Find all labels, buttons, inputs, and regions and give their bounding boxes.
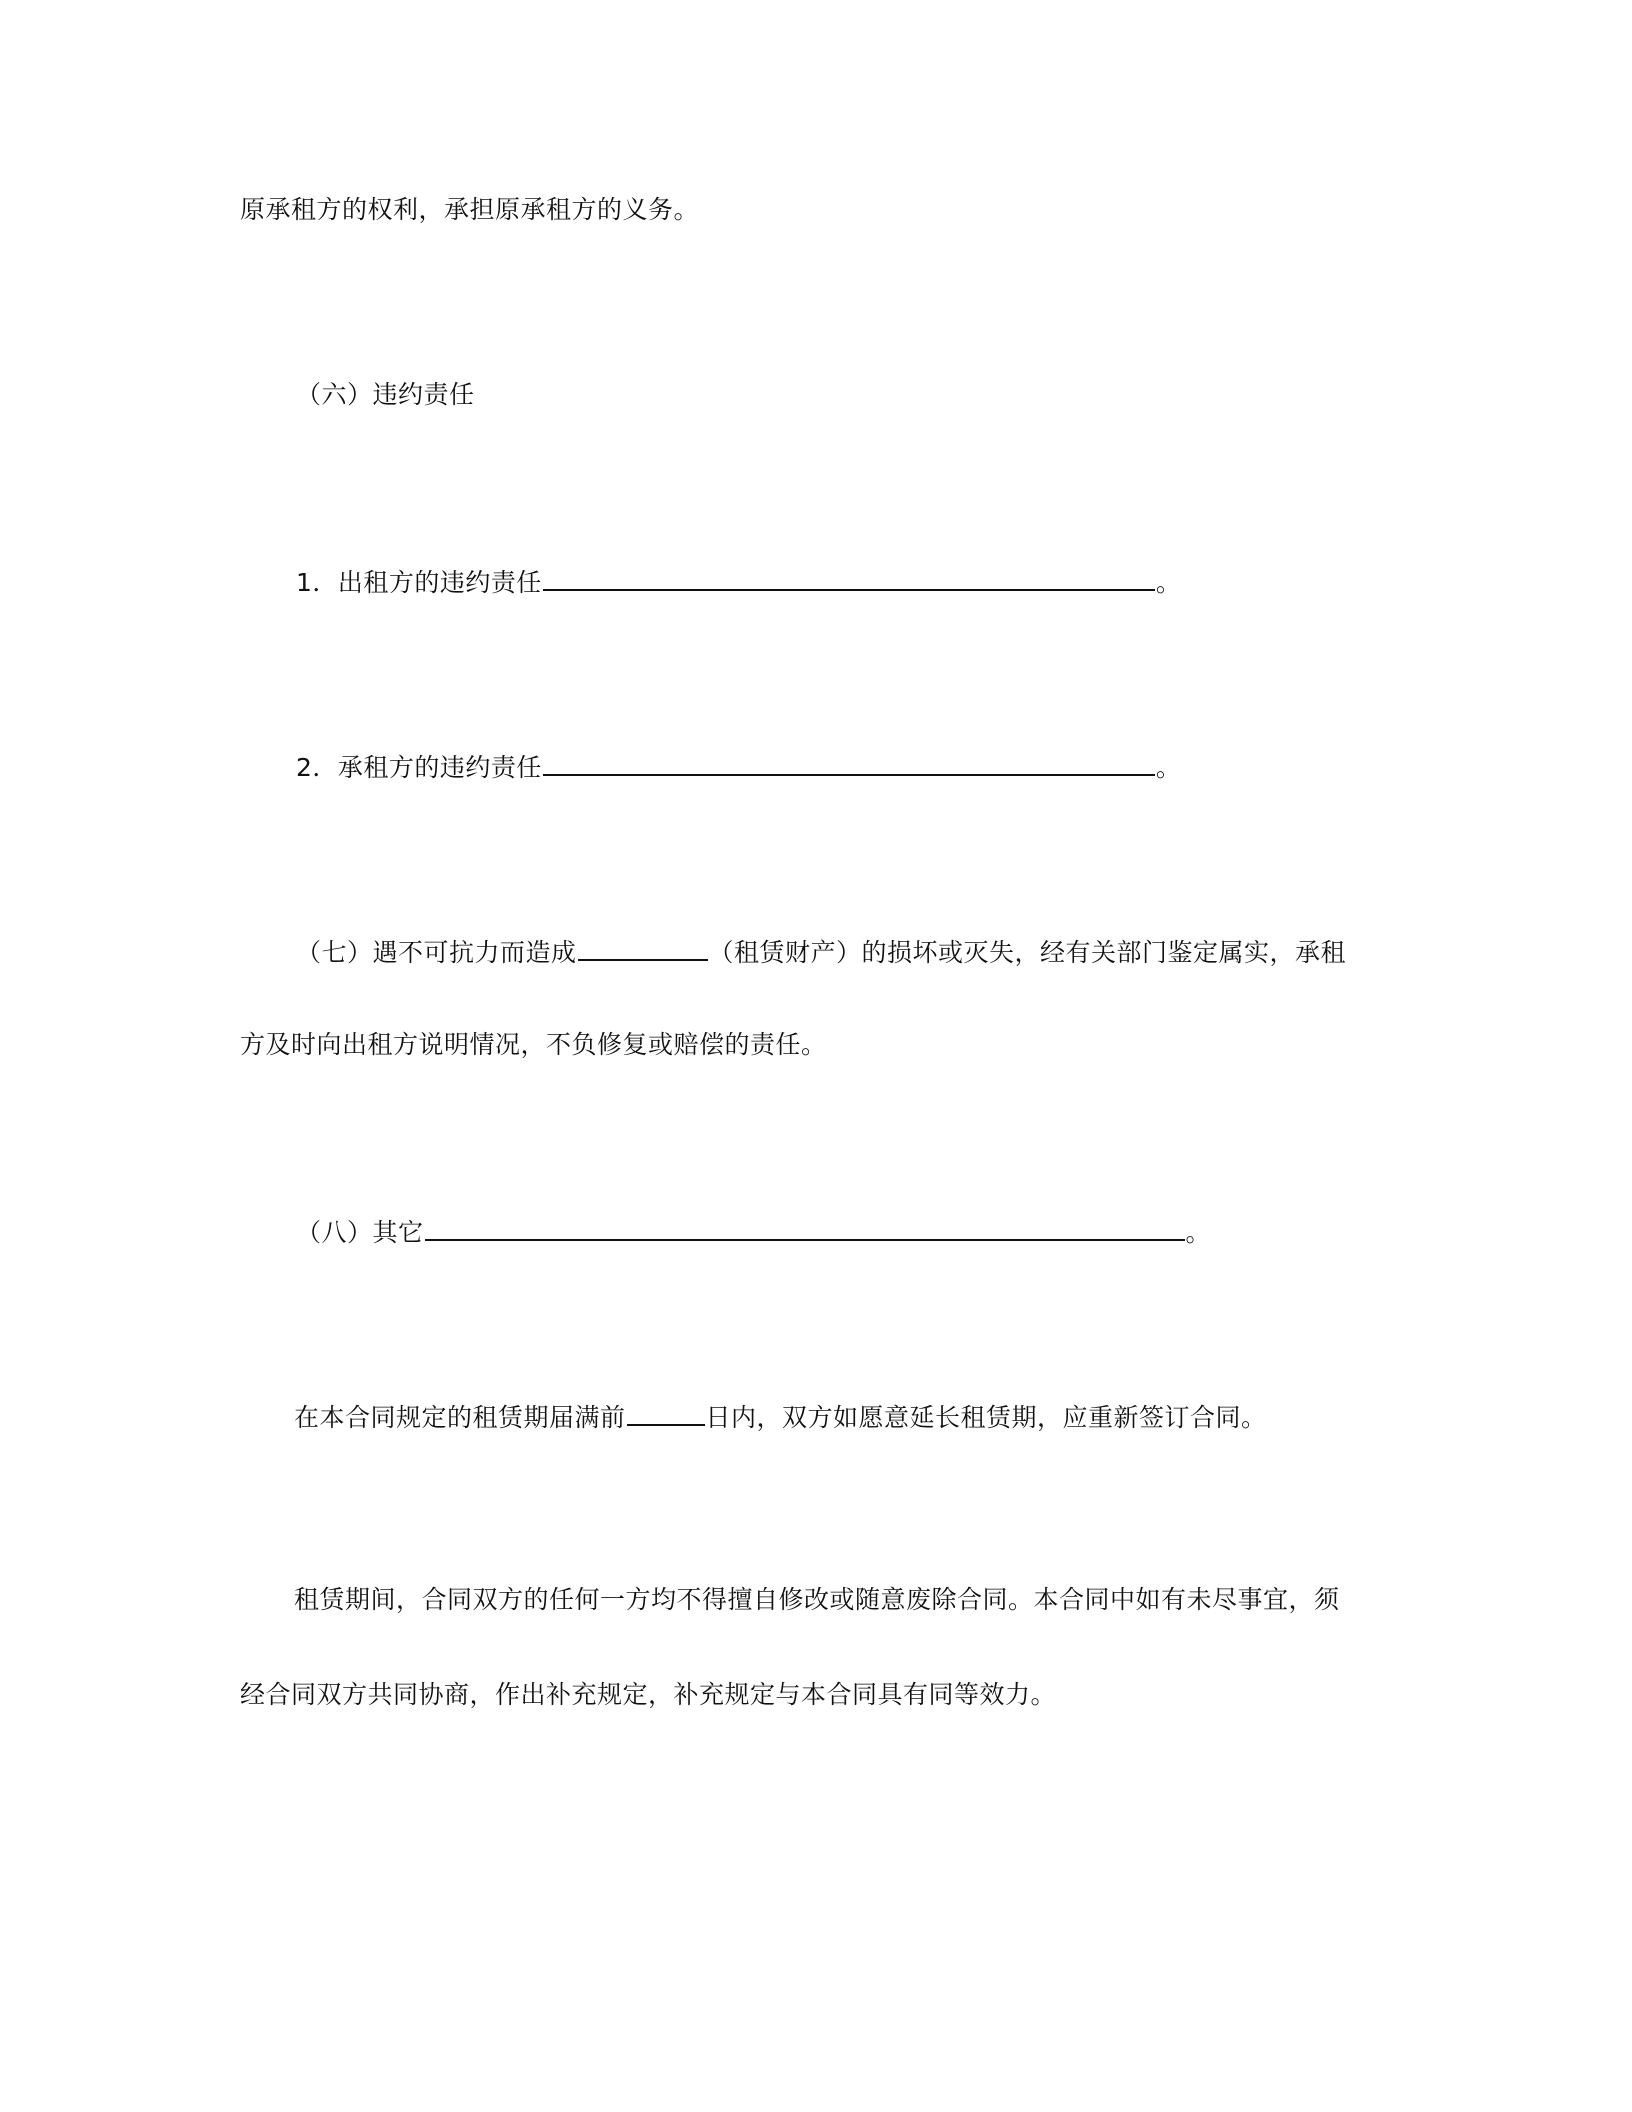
- section-heading-breach: [296, 378, 475, 412]
- clause-lessor-breach: [296, 563, 1181, 600]
- clause-text: （七）遇不可抗力而造成: [296, 938, 577, 967]
- clause-end-punct: 。: [1185, 1218, 1212, 1247]
- section-force-majeure-continuation: [240, 1028, 827, 1062]
- section-force-majeure: [296, 933, 1346, 970]
- clause-text: 在本合同规定的租赁期届满前: [294, 1403, 626, 1432]
- paragraph-amendment-continuation: [240, 1678, 1056, 1712]
- heading-text: （六）违约责任: [296, 380, 475, 409]
- fill-in-blank[interactable]: [578, 933, 708, 961]
- paragraph-text: 经合同双方共同协商，作出补充规定，补充规定与本合同具有同等效力。: [240, 1680, 1057, 1709]
- paragraph-amendment: [294, 1583, 1340, 1617]
- clause-text: （八）其它: [296, 1218, 424, 1247]
- clause-end-punct: 。: [1155, 568, 1182, 597]
- paragraph-text: 原承租方的权利，承担原承租方的义务。: [240, 195, 700, 224]
- clause-text: （租赁财产）的损坏或灭失，经有关部门鉴定属实，承租: [708, 938, 1347, 967]
- paragraph-continuation: [240, 193, 699, 227]
- fill-in-blank[interactable]: [543, 563, 1155, 591]
- clause-text: 1．出租方的违约责任: [296, 568, 542, 597]
- clause-text: 日内，双方如愿意延长租赁期，应重新签订合同。: [705, 1403, 1267, 1432]
- paragraph-text: 租赁期间，合同双方的任何一方均不得擅自修改或随意废除合同。本合同中如有未尽事宜，须: [294, 1585, 1340, 1614]
- paragraph-renewal: [294, 1398, 1267, 1435]
- clause-text: 方及时向出租方说明情况，不负修复或赔偿的责任。: [240, 1030, 827, 1059]
- clause-end-punct: 。: [1155, 753, 1182, 782]
- section-other: [296, 1213, 1211, 1250]
- fill-in-blank[interactable]: [627, 1398, 705, 1426]
- fill-in-blank[interactable]: [543, 748, 1155, 776]
- clause-text: 2．承租方的违约责任: [296, 753, 542, 782]
- clause-lessee-breach: [296, 748, 1181, 785]
- fill-in-blank[interactable]: [425, 1213, 1185, 1241]
